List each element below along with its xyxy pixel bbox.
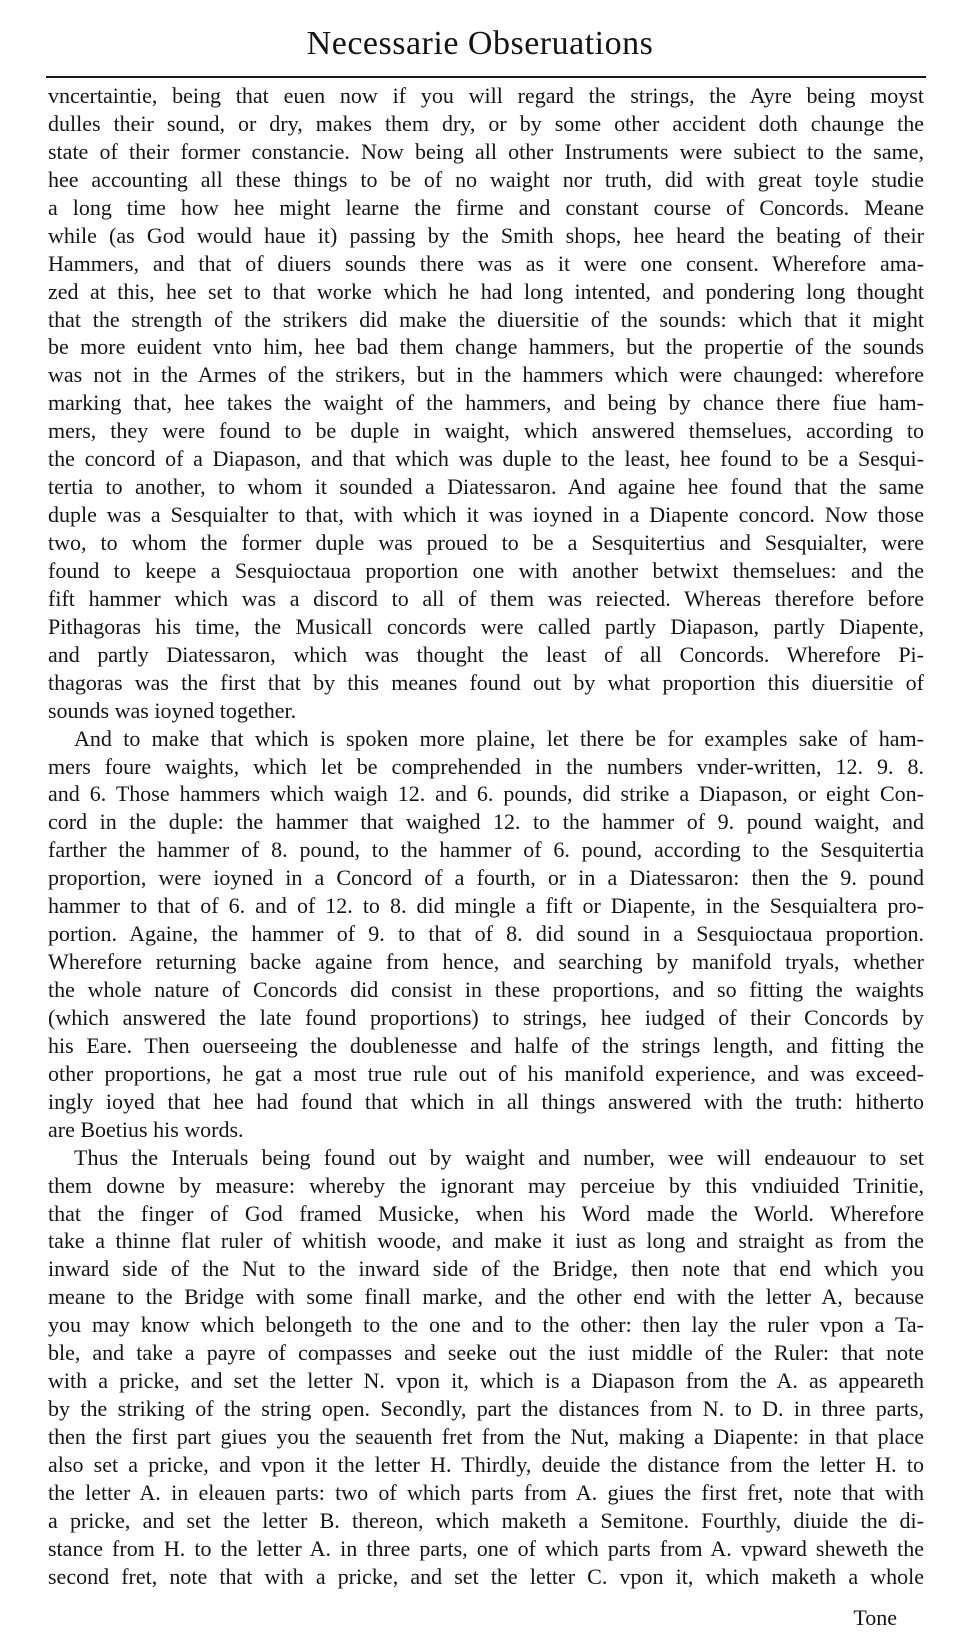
body-text — [48, 82, 924, 1591]
text-line: dulles their sound, or dry, makes them dry, or by some other accident doth chaunge the — [48, 110, 924, 136]
paragraph — [48, 1144, 924, 1591]
text-line: that the strength of the strikers did make the diuersitie of the sounds: which that it might — [48, 306, 924, 332]
text-line: and 6. Those hammers which waigh 12. and 6. pounds, did strike a Diapason, or eight Con- — [48, 781, 924, 807]
text-line: a long time how hee might learne the firme and constant course of Concords. Meane — [48, 194, 924, 220]
text-line: inward side of the Nut to the inward side of the Bridge, then note that end which you — [48, 1256, 924, 1282]
text-line: two, to whom the former duple was proued to be a Sesquitertius and Sesquialter, were — [48, 530, 924, 555]
text-line: And to make that which is spoken more plaine, let there be for examples sake of ham- — [74, 725, 924, 751]
running-head: Necessarie Obseruations — [306, 25, 654, 62]
text-line: zed at this, hee set to that worke which he had long intented, and pondering long thought — [48, 278, 924, 304]
text-line: while (as God would haue it) passing by the Smith shops, hee heard the beating of their — [48, 222, 924, 248]
text-line: a pricke, and set the letter B. thereon, which maketh a Semitone. Fourthly, diuide the di- — [48, 1507, 924, 1533]
text-line: take a thinne flat ruler of whitish woode, and make it iust as long and straight as from the — [48, 1228, 924, 1254]
text-line: mers, they were found to be duple in waight, which answered themselues, according to — [48, 418, 924, 444]
text-line: thagoras was the first that by this meanes found out by what proportion this diuersitie of — [48, 669, 924, 695]
text-line: (which answered the late found proportions) to strings, hee iudged of their Concords by — [48, 1004, 924, 1030]
text-line: duple was a Sesquialter to that, with which it was ioyned in a Diapente concord. Now those — [48, 502, 924, 528]
text-line: also set a pricke, and vpon it the letter H. Thirdly, deuide the distance from the letter H. to — [48, 1451, 924, 1477]
text-line: by the striking of the string open. Secondly, part the distances from N. to D. in three parts, — [48, 1396, 924, 1422]
text-line: mers foure waights, which let be comprehended in the numbers vnder-written, 12. 9. 8. — [48, 753, 924, 779]
text-line: Thus the Interuals being found out by waight and number, wee will endeauour to set — [74, 1144, 924, 1170]
paragraph — [48, 82, 924, 725]
text-line: other proportions, he gat a most true rule out of his manifold experience, and was exceed- — [48, 1060, 924, 1086]
text-line: are Boetius his words. — [48, 1116, 244, 1142]
text-line: vncertaintie, being that euen now if you will regard the strings, the Ayre being moyst — [48, 83, 924, 108]
text-line: proportion, were ioyned in a Concord of a fourth, or in a Diatessaron: then the 9. pound — [48, 865, 924, 891]
text-line: the letter A. in eleauen parts: two of which parts from A. giues the first fret, note that with — [48, 1479, 924, 1505]
text-line: found to keepe a Sesquioctaua proportion one with another betwixt themselues: and the — [48, 557, 924, 583]
text-line: portion. Againe, the hammer of 9. to that of 8. did sound in a Sesquioctaua proportion. — [48, 921, 924, 947]
text-line: ingly ioyed that hee had found that which in all things answered with the truth: hitherto — [48, 1088, 924, 1114]
text-line: Hammers, and that of diuers sounds there was as it were one consent. Wherefore ama- — [48, 250, 924, 276]
text-line: with a pricke, and set the letter N. vpon it, which is a Diapason from the A. as appeareth — [48, 1368, 924, 1394]
text-line: his Eare. Then ouerseeing the doublenesse and halfe of the strings length, and fitting the — [48, 1032, 924, 1058]
text-line: hee accounting all these things to be of no waight nor truth, did with great toyle studie — [48, 166, 924, 192]
text-line: then the first part giues you the seauenth fret from the Nut, making a Diapente: in that place — [48, 1424, 924, 1449]
text-line: fift hammer which was a discord to all of them was reiected. Whereas therefore before — [48, 585, 924, 611]
text-line: second fret, note that with a pricke, and set the letter C. vpon it, which maketh a whole — [48, 1563, 924, 1589]
text-line: Wherefore returning backe againe from hence, and searching by manifold tryals, whether — [48, 949, 924, 975]
text-line: hammer to that of 6. and of 12. to 8. did mingle a fift or Diapente, in the Sesquialtera pro- — [48, 893, 924, 919]
text-line: the whole nature of Concords did consist in these proportions, and so fitting the waights — [48, 977, 924, 1002]
text-line: you may know which belongeth to the one and to the other: then lay the ruler vpon a Ta- — [48, 1312, 924, 1338]
text-line: sounds was ioyned together. — [48, 697, 297, 723]
text-line: that the finger of God framed Musicke, when his Word made the World. Wherefore — [48, 1200, 924, 1226]
catchword: Tone — [853, 1605, 897, 1630]
header-rule — [46, 76, 926, 78]
text-line: ble, and take a payre of compasses and seeke out the iust middle of the Ruler: that note — [48, 1340, 924, 1366]
text-line: them downe by measure: whereby the ignorant may perceiue by this vndiuided Trinitie, — [48, 1172, 924, 1198]
text-line: be more euident vnto him, hee bad them change hammers, but the propertie of the sounds — [48, 334, 924, 360]
text-line: Pithagoras his time, the Musicall concords were called partly Diapason, partly Diapente, — [48, 613, 924, 639]
text-line: cord in the duple: the hammer that waighed 12. to the hammer of 9. pound waight, and — [48, 809, 924, 835]
text-line: tertia to another, to whom it sounded a Diatessaron. And againe hee found that the same — [48, 474, 924, 500]
text-line: was not in the Armes of the strikers, but in the hammers which were chaunged: wherefore — [48, 362, 924, 388]
text-line: meane to the Bridge with some finall marke, and the other end with the letter A, because — [48, 1284, 924, 1310]
text-line: and partly Diatessaron, which was thought the least of all Concords. Wherefore Pi- — [48, 641, 924, 667]
text-line: farther the hammer of 8. pound, to the hammer of 6. pound, according to the Sesquitertia — [48, 837, 924, 863]
text-line: the concord of a Diapason, and that which was duple to the least, hee found to be a Sesqui- — [48, 446, 924, 472]
paragraph — [48, 725, 924, 1144]
text-line: marking that, hee takes the waight of the hammers, and being by chance there fiue ham- — [48, 390, 924, 416]
text-line: state of their former constancie. Now being all other Instruments were subiect to the same, — [48, 138, 924, 164]
text-line: stance from H. to the letter A. in three parts, one of which parts from A. vpward sheweth the — [48, 1535, 924, 1561]
